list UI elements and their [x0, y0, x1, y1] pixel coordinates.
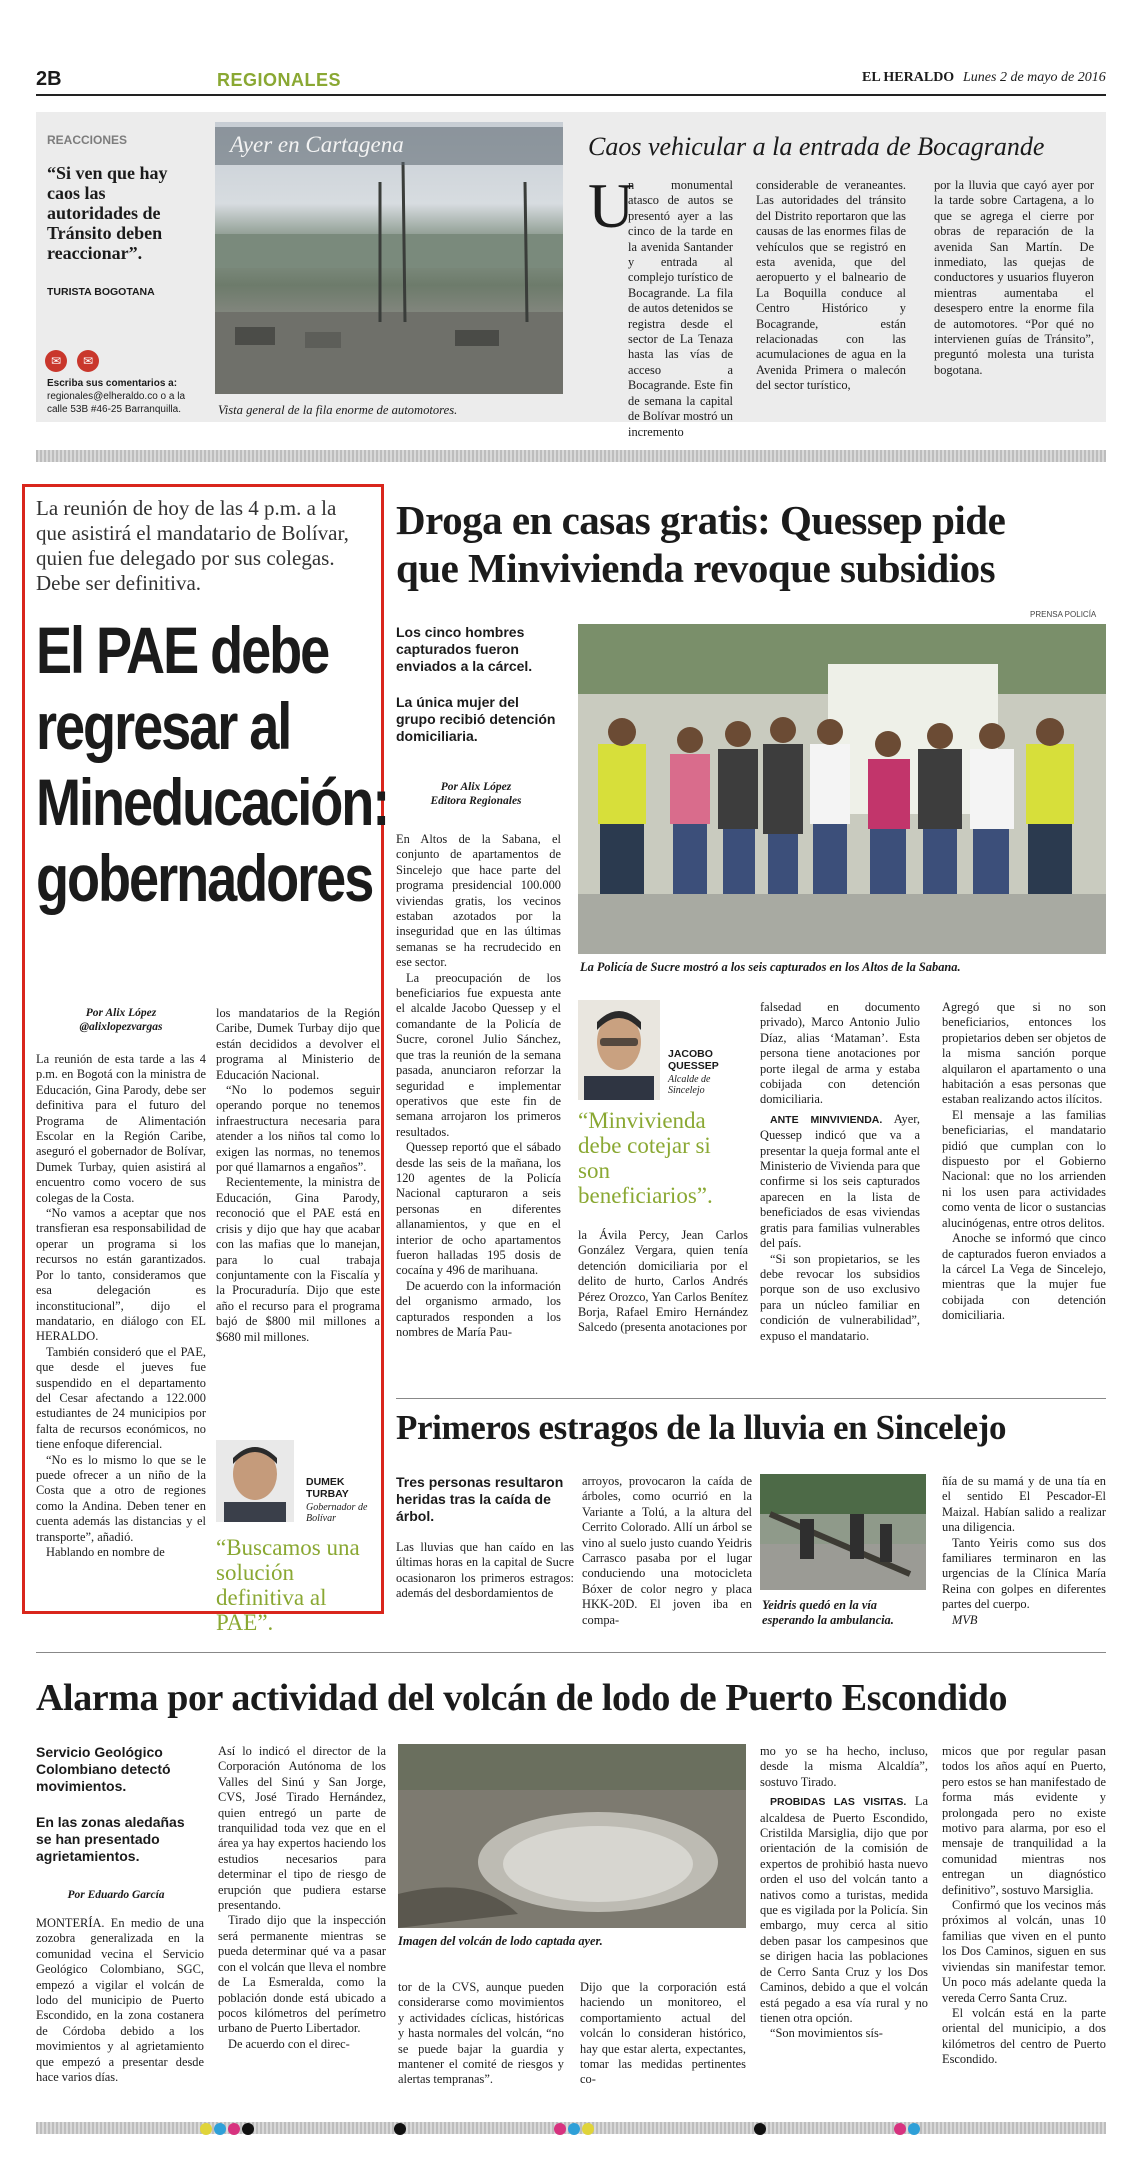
droga-col1-p: En Altos de la Sabana, el conjunto de apartamentos de Sincelejo que hace parte del programa presidencial 100.000 viviendas gratis, los vecinos estaban azotados por la inseguridad que en las últimas semanas se ha recrudecido en ese sector.	[396, 832, 561, 970]
volcan-caption: Imagen del volcán de lodo captada ayer.	[398, 1934, 603, 1948]
droga-pullquote: “Minvivienda debe cotejar si son beneficiarios”.	[578, 1108, 713, 1208]
quessep-role: Alcalde de Sincelejo	[668, 1074, 711, 1096]
cartagena-col3	[934, 178, 1094, 378]
pae-col1-p: “No es lo mismo lo que se le puede ofrecer a un niño de la Costa que a otro de regiones como la Andina. Deben tener en cuenta además las distancias y el transporte”, añadió.	[36, 1452, 206, 1544]
reactions-contact-label: Escriba sus comentarios a:	[47, 378, 178, 389]
reactions-contact: regionales@elheraldo.co o a la calle 53B #46-25 Barranquilla.	[47, 391, 186, 415]
volcan-col5	[760, 1744, 928, 2042]
cartagena-col3-text: por la lluvia que cayó ayer por la tarde sobre Cartagena, a lo que se agrega el cierre por obras de reparación de la avenida San Martín. De inmediato, las quejas de conductores y usuarios fluyeron mientras aumentaba el desespero entre la enorme fila de automotores. “Por qué no intervienen guías de Tránsito”, preguntó molesta una turista bogotana.	[934, 178, 1094, 377]
turbay-role: Gobernador de Bolívar	[306, 1502, 368, 1524]
pae-col2-p: los mandatarios de la Región Caribe, Dumek Turbay dijo que están decididos a devolver el programa al Ministerio de Educación Nacional.	[216, 1006, 380, 1082]
lluvia-photo	[760, 1474, 926, 1590]
band-divider-1	[36, 450, 1106, 462]
quessep-name	[668, 1048, 719, 1072]
volcan-col2	[218, 1744, 386, 2052]
volcan-deck1: Servicio Geológico Colombiano detectó movimientos.	[36, 1744, 171, 1794]
reactions-kicker: REACCIONES	[47, 133, 128, 147]
volcan-col6-p: Confirmó que los vecinos más próximos al volcán, unas 10 familias que viven en el punto los Dos Caminos, siguen en sus viviendas sin manifestar temor. Un poco más adelante queda la vereda Cerro Santa Cruz.	[942, 1898, 1106, 2005]
volcan-col5-sub: PROBIDAS LAS VISITAS.	[770, 1796, 907, 1809]
lluvia-col1-p: Las lluvias que han caído en las últimas horas en la capital de Sucre ocasionaron los primeros estragos: además del desbordamientos de	[396, 1540, 574, 1601]
registration-marks	[200, 2122, 960, 2134]
droga-headline	[396, 496, 1096, 592]
pae-byline-name: Por Alix López	[85, 1007, 157, 1019]
droga-byline-role: Editora Regionales	[430, 795, 522, 807]
volcan-col2-p: Tirado dijo que la inspección será permanente mientras se pueda determinar qué va a pasar con el volcán que lleva el nombre de La Esmeralda, como la población donde está ubicado a pocos kilómetros del perímetro urbano de Puerto Libertador.	[218, 1913, 386, 2036]
volcan-col3-p: tor de la CVS, aunque pueden considerarse como movimientos y actividades cíclicas, históricas y hasta normales del volcán, “no se puede bajar la guardia y mantener el comité de riesgos y alertas tempranas”.	[398, 1980, 564, 2087]
lluvia-col2	[582, 1474, 752, 1628]
volcan-photo-art	[398, 1744, 746, 1928]
pae-col2	[216, 1006, 380, 1345]
pae-col1-p: “No vamos a aceptar que nos transfieran esa responsabilidad de operar un programa si los recursos no están garantizados. Por lo tanto, consideramos que esa delegación es inconstitucional”, dijo el mandatario, en diálogo con EL HERALDO.	[36, 1206, 206, 1344]
droga-col3-end: “Si son propietarios, se les debe revocar los subsidios porque son de uso exclusivo para un núcleo familiar en condición de vulnerabilidad”, expuso el mandatario.	[760, 1251, 920, 1343]
pae-headline-line: Mineducación:	[36, 765, 389, 839]
droga-col4-p: Anoche se informó que cinco de capturados fueron enviados a la cárcel La Vega de Sincelejo, mientras que la mujer fue cobijada con detención domiciliaria.	[942, 1231, 1106, 1323]
lluvia-sign: MVB	[952, 1612, 978, 1627]
quessep-name-first: JACOBO	[668, 1048, 713, 1060]
volcan-col5-sub-text: La alcaldesa de Puerto Escondido, Cristilda Marsiglia, dijo que por orientación de la comisión de expertos de prohibió hasta nuevo orden el uso del volcán tanto a nativos como a turistas, medida que es vigilada por la Policía. Sin embargo, muy cerca al sitio deben pasar los campesinos que se dirigen hacia las poblaciones de Cerro Santa Cruz y los Dos Caminos, debido a que el volcán está pegado a esa vía rural y no tienen otra opción.	[760, 1794, 928, 2025]
turbay-avatar	[216, 1440, 294, 1522]
header-rule	[36, 94, 1106, 96]
volcan-col3	[398, 1980, 564, 2088]
lluvia-col2-p: arroyos, provocaron la caída de árboles, como ocurrió en la Variante a Tolú, a la altura del Cerrito Colorado. Allí un árbol se vino al suelo justo cuando Yeidris Carrasco pasaba por el lugar conduciendo una motocicleta Bóxer de color negro y placa HKK-20D. El joven iba en compa-	[582, 1474, 752, 1627]
cartagena-caption: Vista general de la fila enorme de automotores.	[218, 403, 458, 417]
droga-col2	[578, 1228, 748, 1336]
quessep-avatar	[578, 1000, 660, 1100]
volcan-headline: Alarma por actividad del volcán de lodo de Puerto Escondido	[36, 1677, 1008, 1719]
pae-headline	[36, 612, 389, 916]
droga-caption: La Policía de Sucre mostró a los seis capturados en los Altos de la Sabana.	[580, 960, 961, 974]
cartagena-dropcap: U	[588, 170, 635, 241]
volcan-col2-p: De acuerdo con el direc-	[228, 2036, 350, 2051]
droga-col3-sub-p	[760, 1112, 920, 1252]
droga-col4	[942, 1000, 1106, 1324]
droga-deck1: Los cinco hombres capturados fueron enviados a la cárcel.	[396, 624, 533, 674]
pae-headline-line: gobernadores	[36, 841, 373, 915]
pae-col2-p: “No lo podemos seguir operando porque no tenemos infraestructura necesaria para atender a los niños tal como lo exigen las normas, no tenemos por qué llamarnos a engaños”.	[216, 1083, 380, 1175]
volcan-col1-p: MONTERÍA. En medio de una zozobra generalizada en la comunidad vecina el Servicio Geológico Colombiano, SGC, empezó a vigilar el volcán de lodo del municipio de Puerto Escondido, en la zona costanera de Córdoba debido a los movimientos y al agrietamiento que empezó a presentar desde hace varios días.	[36, 1916, 204, 2085]
turbay-avatar-art	[216, 1440, 294, 1522]
droga-col4-p: El mensaje a las familias beneficiarias, el mandatario pidió que cumplan con lo dispuesto por el Gobierno Nacional: que no los arrienden ni los usen para actividades como venta de licor o sustancias alucinógenas, entre otros delitos.	[942, 1107, 1106, 1230]
volcan-col5-sub-p	[760, 1794, 928, 2026]
droga-deck2: La única mujer del grupo recibió detención domiciliaria.	[396, 694, 556, 744]
droga-credit: PRENSA POLICÍA	[1030, 610, 1097, 619]
droga-col2-p: la Ávila Percy, Jean Carlos González Vergara, quien tenía detención domiciliaria por el delito de hurto, Carlos Andrés Pérez Orozco, Yan Carlos Benítez Borja, Rafael Emiro Hernández Salcedo (presenta anotaciones por	[578, 1228, 748, 1335]
section-name: REGIONALES	[217, 70, 342, 90]
cartagena-headline: Caos vehicular a la entrada de Bocagrande	[588, 132, 1045, 161]
cartagena-col1	[588, 178, 733, 440]
pae-byline-handle: @alixlopezvargas	[79, 1021, 163, 1033]
pae-byline	[36, 1006, 206, 1034]
turbay-name-first: DUMEK	[306, 1476, 345, 1488]
turbay-name-last: TURBAY	[306, 1488, 349, 1500]
registration-marks-art	[200, 2123, 960, 2135]
pae-headline-line: El PAE debe	[36, 613, 329, 687]
lluvia-headline: Primeros estragos de la lluvia en Sincelejo	[396, 1408, 1007, 1447]
volcan-col4	[580, 1980, 746, 2088]
volcan-col4-p: Dijo que la corporación está haciendo un monitoreo, el comportamiento actual del volcán lo consideran histórico, hay que estar alerta, expectantes, tomar las medidas pertinentes co-	[580, 1980, 746, 2087]
lluvia-top-rule	[396, 1398, 1106, 1399]
pae-col1-p: La reunión de esta tarde a las 4 p.m. en Bogotá con la ministra de Educación, Gina Parody, debe ser definitiva para el futuro del Programa de Alimentación Escolar en la Región Caribe, aseguró el gobernador de Bolívar, Dumek Turbay, quien asistirá al encuentro como vocero de sus colegas de la Costa.	[36, 1052, 206, 1205]
droga-col1	[396, 832, 561, 1340]
droga-col4-p: Agregó que si no son beneficiarios, entonces los propietarios deben ser objetos de la misma sanción porque alquilaron el apartamento o una habitación a esas personas que estaban realizando actos ilícitos.	[942, 1000, 1106, 1107]
volcan-col5-p: mo yo se ha hecho, incluso, desde la misma Alcaldía”, sostuvo Tirado.	[760, 1744, 928, 1789]
quessep-name-last: QUESSEP	[668, 1060, 719, 1072]
volcan-deck2: En las zonas aledañas se han presentado agrietamientos.	[36, 1814, 185, 1864]
turbay-name	[306, 1476, 349, 1500]
droga-col1-p: De acuerdo con la información del organismo armado, los capturados responden a los nombres de María Pau-	[396, 1278, 561, 1339]
droga-headline-line: Droga en casas gratis: Quessep pide	[396, 497, 1006, 543]
cartagena-banner-text: Ayer en Cartagena	[230, 132, 404, 157]
droga-col1-p: Quessep reportó que el sábado desde las seis de la mañana, los 120 agentes de la Policía Nacional capturaron a seis personas en diferentes allanamientos, y que en el interior de ocho apartamentos fueron halladas 195 dosis de cocaína y 496 de marihuana.	[396, 1140, 561, 1278]
cartagena-col2-text: considerable de veraneantes. Las autoridades del tránsito del Distrito reportaron que las causas de las enormes filas de vehículos que se registró en esta avenida, que del aeropuerto y el balneario de La Boquilla conduce al Centro Histórico y Bocagrande, están relacionadas con las acumulaciones de agua en la Avenida Primera o malecón del sector turístico,	[756, 178, 906, 393]
pae-pullquote: “Buscamos una solución definitiva al PAE”.	[216, 1535, 360, 1635]
lluvia-photo-art	[760, 1474, 926, 1590]
lluvia-col4-p: Tanto Yeiris como sus dos familiares terminaron en las urgencias de la Clínica María Reina con golpes en diferentes partes del cuerpo.	[942, 1535, 1106, 1612]
droga-photo	[578, 624, 1106, 954]
twitter-icon[interactable]: ✉	[45, 350, 67, 372]
droga-col3-sub: ANTE MINVIVIENDA.	[770, 1113, 883, 1126]
volcan-col5-end: “Son movimientos sís-	[770, 2026, 883, 2041]
lluvia-col4-p: ñía de su mamá y de una tía en el sentido El Pescador-El Maizal. Habían salido a realizar una diligencia.	[942, 1474, 1106, 1535]
droga-photo-art	[578, 624, 1106, 954]
volcan-photo	[398, 1744, 746, 1928]
pae-col1	[36, 1052, 206, 1560]
quessep-avatar-art	[578, 1000, 660, 1100]
droga-col3-p: falsedad en documento privado), Marco Antonio Julio Díaz, alias ‘Mataman’. Esta persona tiene anotaciones por porte ilegal de arma y estaba cobijada con detención domiciliaria.	[760, 1000, 920, 1107]
pae-col1-p: Hablando en nombre de	[46, 1545, 165, 1559]
email-icon[interactable]: ✉	[77, 350, 99, 372]
volcan-col6-p: El volcán está en la parte oriental del municipio, a dos kilómetros del centro de Puerto Escondido.	[942, 2005, 1106, 2067]
cartagena-col2	[756, 178, 906, 394]
droga-byline	[396, 780, 556, 808]
pae-headline-line: regresar al	[36, 689, 291, 763]
paper-name: EL HERALDO	[862, 70, 955, 85]
pae-col2-p: Recientemente, la ministra de Educación, Gina Parody, reconoció que el PAE está en crisis y dijo que hay que acabar con las mafias que lo manejan, para lo cual trabaja conjuntamente con la Fiscalía y la Procuraduría. Dijo que este año el recurso para el programa bajó de $800 mil millones a $680 mil millones.	[216, 1175, 380, 1344]
reactions-quote: “Si ven que hay caos las autoridades de Tránsito deben reaccionar”.	[47, 163, 168, 263]
lluvia-caption: Yeidris quedó en la vía esperando la ambulancia.	[762, 1598, 894, 1627]
lluvia-deck: Tres personas resultaron heridas tras la caída de árbol.	[396, 1474, 564, 1524]
page-number: 2B	[36, 68, 62, 90]
lluvia-col4	[942, 1474, 1106, 1628]
pae-col1-p: También consideró que el PAE, que desde el jueves fue suspendido en el departamento del Cesar afectando a 122.000 estudiantes de 24 municipios por falta de recursos económicos, no tiene enfoque diferencial.	[36, 1344, 206, 1452]
volcan-top-rule	[36, 1652, 1106, 1653]
cartagena-col1-text: n monumental atasco de autos se presentó ayer a las cinco de la tarde en la avenida Santander y entrada al complejo turístico de Bocagrande. La fila de autos detenidos se registra desde el sector de La Tenaza hasta las vías de acceso a Bocagrande. Este fin de semana la capital de Bolívar mostró un incremento	[628, 178, 733, 439]
page-date: Lunes 2 de mayo de 2016	[963, 70, 1106, 85]
droga-headline-line: que Minvivienda revoque subsidios	[396, 545, 996, 591]
droga-col3-sub-text: Ayer, Quessep indicó que va a presentar la queja formal ante el Ministerio de Vivienda para que confirme si los seis capturados aparecen en la lista de beneficiados de esas viviendas gratis para familias vulnerables del país.	[760, 1111, 920, 1251]
lluvia-col1	[396, 1540, 574, 1602]
volcan-col6-p: micos que por regular pasan todos los años aquí en Puerto, pero estos se han manifestado de forma más evidente y prolongada pero no existe motivo para alarma, por eso el mensaje de tranquilidad a la comunidad mientras nos entregan un diagnóstico definitivo”, sostuvo Marsiglia.	[942, 1744, 1106, 1897]
pae-kicker: La reunión de hoy de las 4 p.m. a la que asistirá el mandatario de Bolívar, quien fue delegado por sus colegas. Debe ser definitiva.	[36, 496, 349, 595]
volcan-col6	[942, 1744, 1106, 2068]
volcan-col2-p: Así lo indicó el director de la Corporación Autónoma de los Valles del Sinú y San Jorge, CVS, José Tirado Hernández, quien entregó un parte de tranquilidad toda vez que en el área ya hay expertos haciendo los estudios necesarios para determinar el tipo de riesgo de erupción que pudiera estarse presentando.	[218, 1744, 386, 1913]
volcan-col1	[36, 1916, 204, 2085]
droga-col3	[760, 1000, 920, 1344]
droga-col1-p: La preocupación de los beneficiarios fue expuesta ante el alcalde Jacobo Quessep y el comandante de la Policía de Sucre, coronel Julio Sánchez, que tras la reunión de la semana pasada, anunciaron reforzar la seguridad e implementar operativos que este fin de semana arrojaron los primeros resultados.	[396, 970, 561, 1139]
reactions-author: TURISTA BOGOTANA	[47, 286, 155, 298]
volcan-byline: Por Eduardo García	[67, 1889, 165, 1901]
droga-byline-name: Por Alix López	[440, 781, 512, 793]
